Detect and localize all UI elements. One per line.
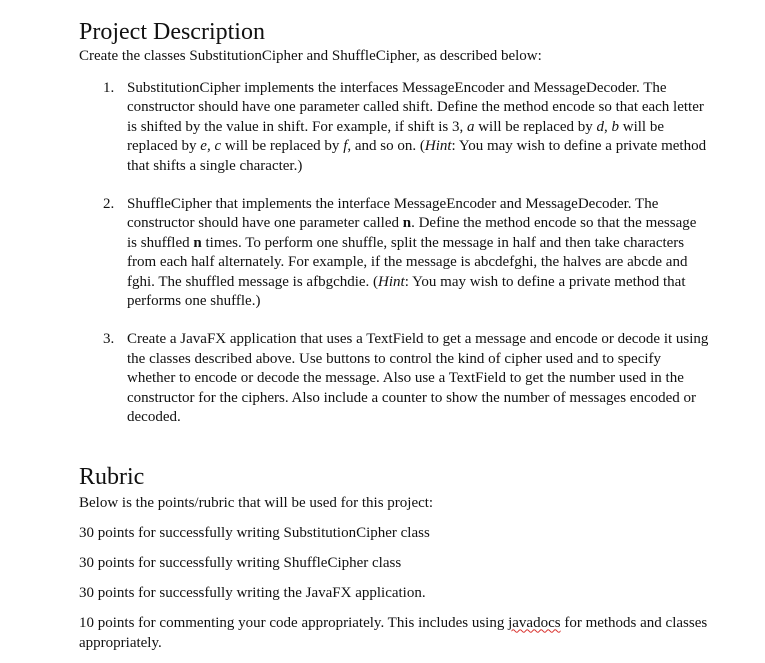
text-run: , <box>604 118 612 135</box>
requirement-number: 2. <box>103 196 115 213</box>
bold-text: n <box>193 234 202 251</box>
emphasis-text: e <box>200 138 207 155</box>
text-run: , <box>206 138 215 155</box>
requirement-text <box>127 196 696 309</box>
rubric-item-4 <box>79 613 709 653</box>
requirement-item-1 <box>79 79 709 176</box>
text-run: will be replaced by <box>127 118 665 155</box>
project-intro: Create the classes SubstitutionCipher and ShuffleCipher, as described below: <box>79 48 542 64</box>
requirement-number: 1. <box>103 80 115 96</box>
rubric-intro: Below is the points/rubric that will be used for this project: <box>79 494 434 511</box>
text-run: : You may wish to define a private method that performs one shuffle.) <box>127 273 686 310</box>
text-run: times. To perform one shuffle, split the message in half and then take characters from each half alternately. For example, if the message is abcdefghi, the halves are abcde and fghi. The shuffled message is afbgchdie. ( <box>127 234 688 290</box>
project-description-heading: Project Description <box>79 19 265 45</box>
text-run: . Define the method encode so that the message is shuffled <box>127 215 697 251</box>
emphasis-text: Hint <box>424 138 452 155</box>
document-page <box>79 18 709 663</box>
text-run: , and so on. ( <box>347 138 425 155</box>
rubric-item-4-text-start: 10 points for commenting your code appropriately. This includes using <box>79 614 509 631</box>
requirements-list <box>79 79 709 428</box>
requirement-number: 3. <box>103 331 115 348</box>
text-run: will be replaced by <box>221 138 344 155</box>
text-run: ShuffleCipher that implements the interface MessageEncoder and MessageDecoder. The constructor should have one parameter called <box>127 196 659 232</box>
emphasis-text: c <box>214 138 222 155</box>
rubric-heading: Rubric <box>79 463 145 490</box>
text-run: SubstitutionCipher implements the interfaces MessageEncoder and MessageDecoder. The constructor should have one parameter called shift. Define the method encode so that each letter is shifted by the value in shift. For example, if shift is 3, <box>127 80 704 135</box>
emphasis-text: a <box>466 118 475 135</box>
requirement-text <box>127 80 706 174</box>
requirement-item-2 <box>79 195 709 311</box>
rubric-item-4-text-end: for methods and classes appropriately. <box>79 614 708 651</box>
text-run: : You may wish to define a private method that shifts a single character.) <box>127 138 707 174</box>
spellcheck-flagged-word: javadocs <box>508 614 561 631</box>
emphasis-text: b <box>611 118 620 135</box>
requirement-item-3 <box>79 330 709 427</box>
rubric-item-1: 30 points for successfully writing SubstitutionCipher class <box>79 524 430 541</box>
emphasis-text: f <box>343 138 348 155</box>
emphasis-text: Hint <box>378 273 405 290</box>
rubric-item-3: 30 points for successfully writing the JavaFX application. <box>79 584 426 601</box>
text-run: will be replaced by <box>474 118 597 135</box>
text-run: Create a JavaFX application that uses a TextField to get a message and encode or decode it using the classes described above. Use buttons to control the kind of cipher used and to specify whether to encode or decode the message. Also use a TextField to get the number used in the constructor for the ciphers. Also include a counter to show the number of messages encoded or decoded. <box>127 331 709 426</box>
requirement-text <box>127 331 708 425</box>
rubric-item-2: 30 points for successfully writing ShuffleCipher class <box>79 554 402 571</box>
emphasis-text: d <box>596 118 605 135</box>
bold-text: n <box>402 215 412 232</box>
